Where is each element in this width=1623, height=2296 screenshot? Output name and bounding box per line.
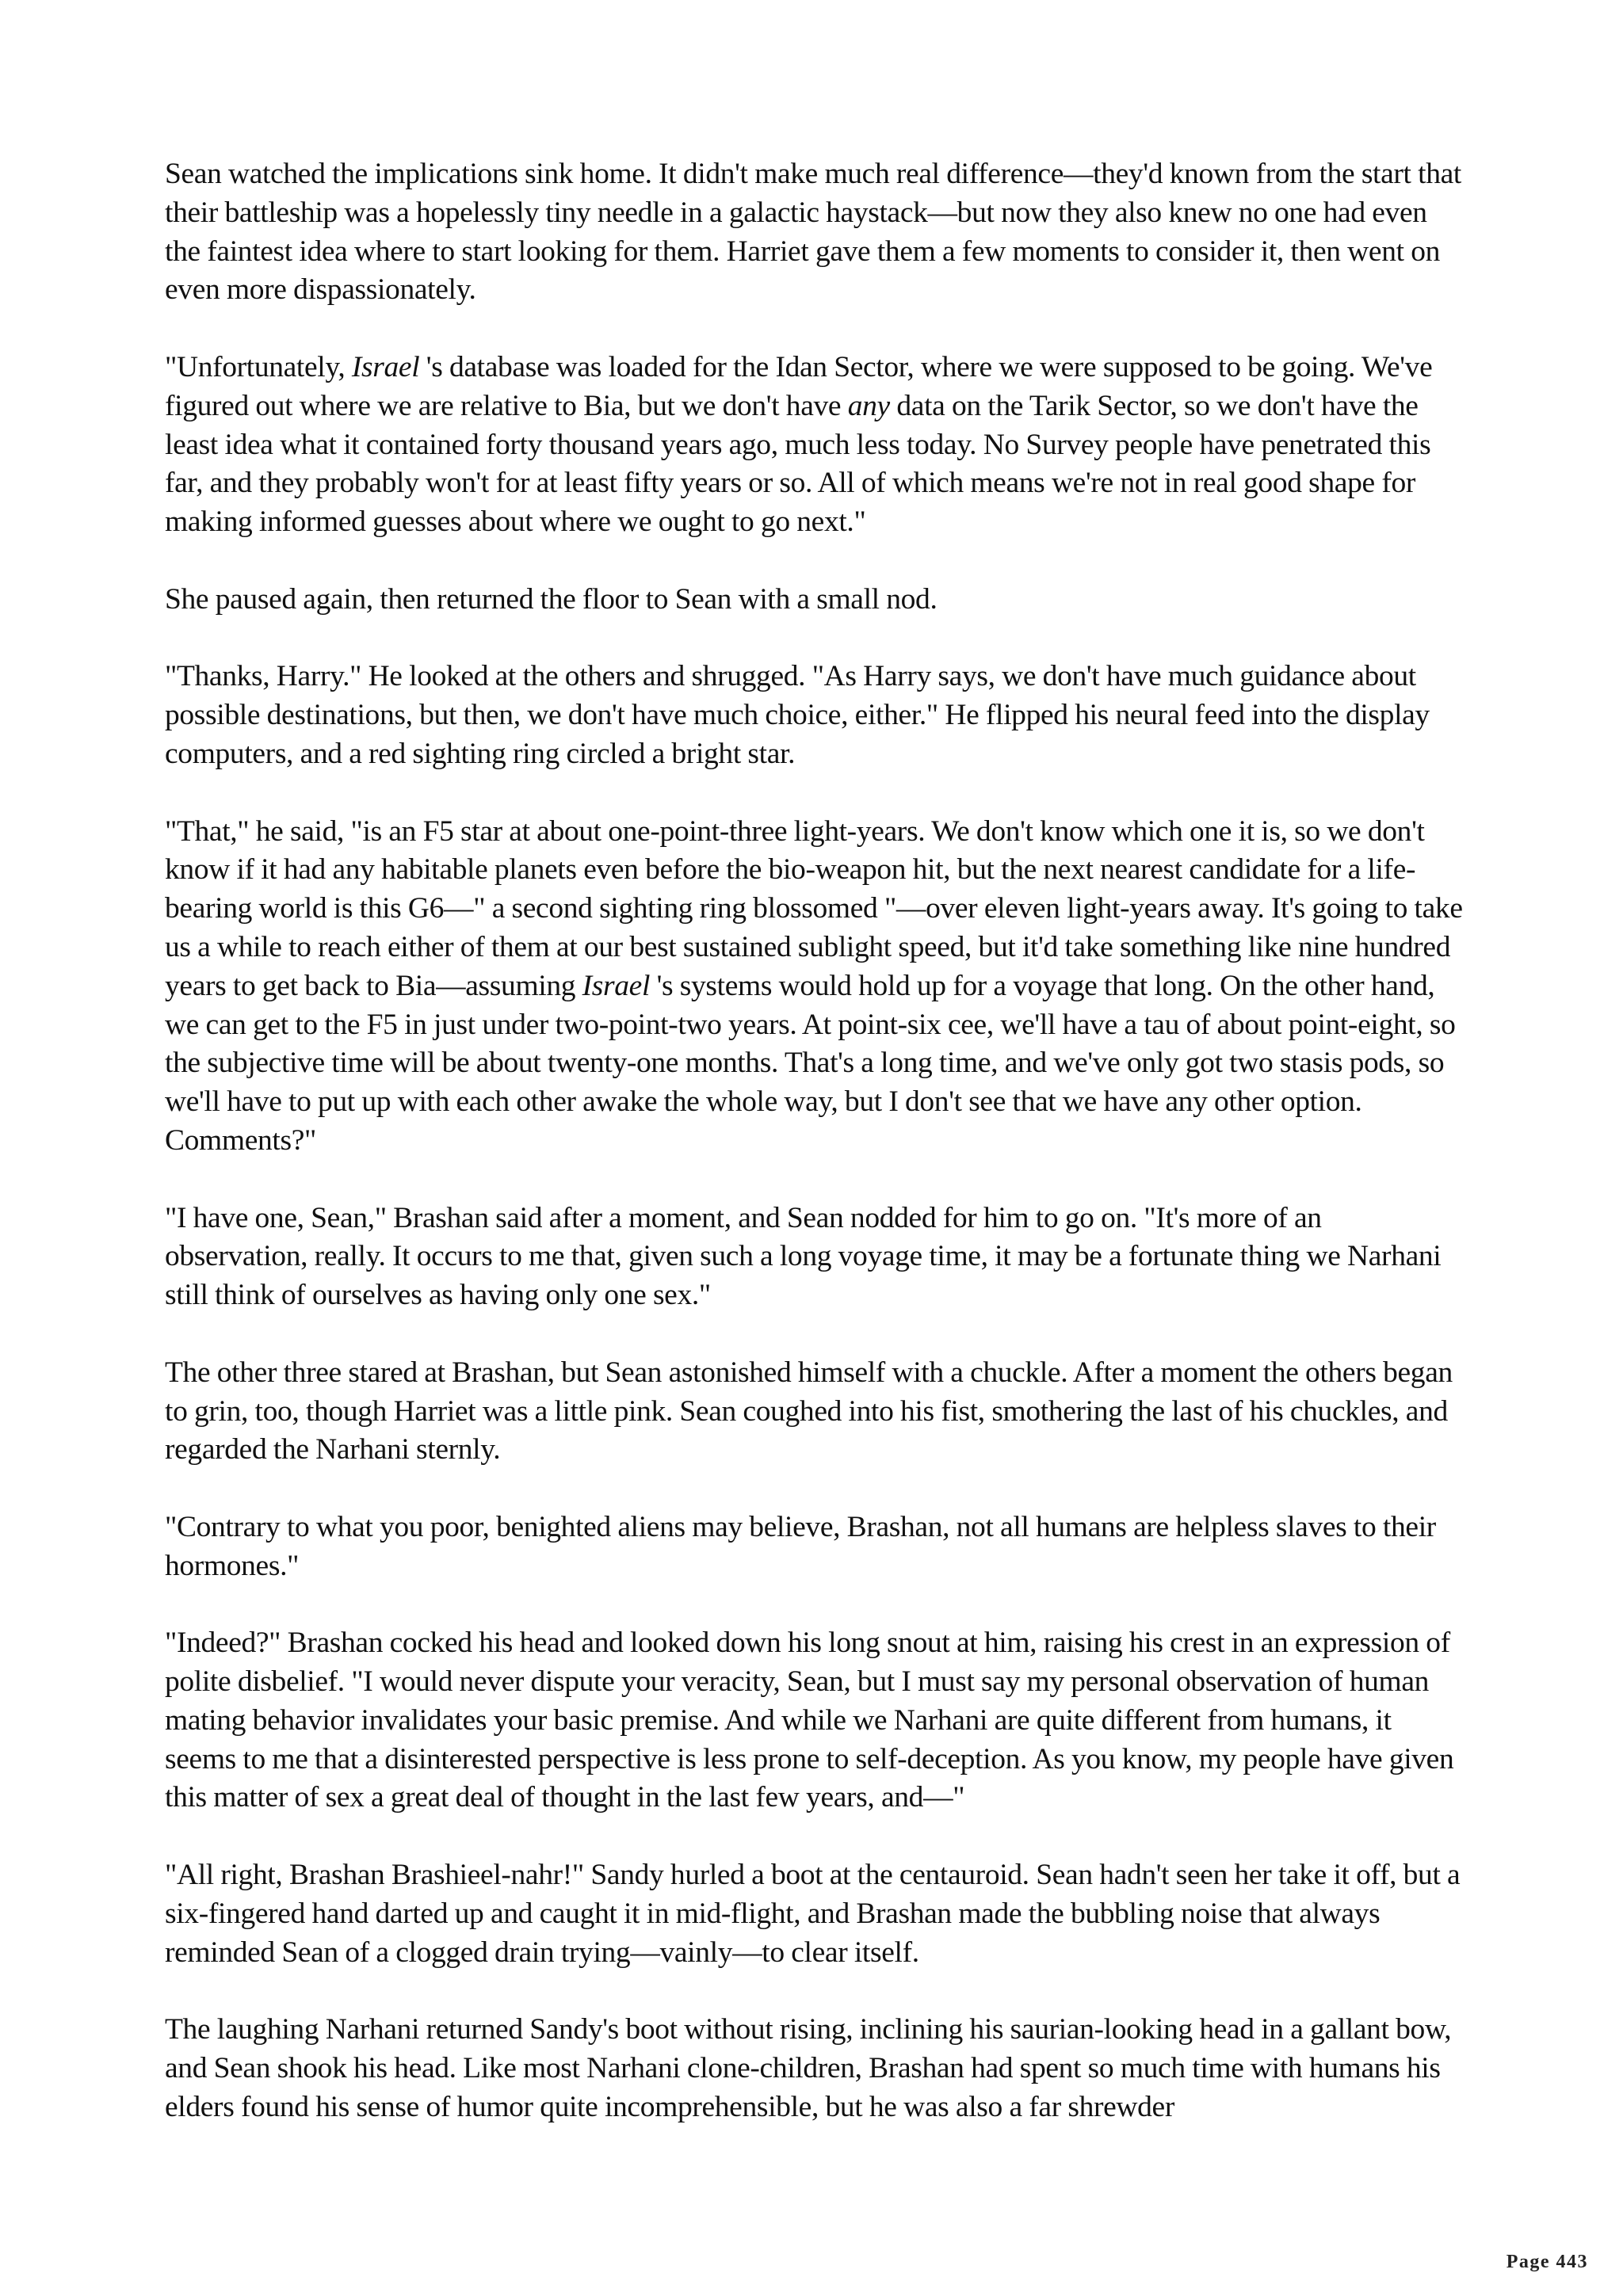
paragraph-text: Sean watched the implications sink home. It didn't make much real difference—they'd known from the start that their battleship was a hopelessly tiny needle in a galactic haystack—but now they also knew no one had even the faintest idea where to start looking for them. Harriet gave them a few moments to consider it, then went on even more dispassionately. — [165, 158, 1461, 307]
paragraph — [165, 349, 1465, 542]
paragraph-text: She paused again, then returned the floor to Sean with a small nod. — [165, 582, 938, 616]
paragraph-text: "I have one, Sean," Brashan said after a moment, and Sean nodded for him to go on. "It's more of an observation, really. It occurs to me that, given such a long voyage time, it may be a fortunate thing we Narhani still think of ourselves as having only one sex." — [165, 1201, 1442, 1312]
emphasis-italic: any — [847, 389, 890, 422]
paragraph — [165, 1199, 1465, 1315]
page-number: Page 443 — [1506, 2252, 1588, 2272]
ship-name-italic: Israel — [582, 969, 651, 1002]
paragraph-text: The laughing Narhani returned Sandy's boot without rising, inclining his saurian-looking head in a gallant bow, and Sean shook his head. Like most Narhani clone-children, Brashan had spent so much time with humans his elders found his sense of humor quite incomprehensible, but he was also a far shrewder — [165, 2013, 1452, 2123]
paragraph — [165, 1354, 1465, 1470]
ship-name-italic: Israel — [351, 350, 420, 383]
paragraph — [165, 1624, 1465, 1817]
paragraph-text: "Unfortunately, — [165, 350, 352, 383]
paragraph — [165, 2011, 1465, 2126]
paragraph-text: "That," he said, "is an F5 star at about one-point-three light-years. We don't know which one it is, so we don't know if it had any habitable planets even before the bio-weapon hit, but the next nearest candidate for a life-bearing world is this G6—" a second sighting ring blossomed "—over eleven light-years away. It's going to take us a while to reach either of them at our best sustained sublight speed, but it'd take something like nine hundred years to get back to Bia—assuming — [165, 814, 1463, 1002]
paragraph — [165, 155, 1465, 310]
paragraph-text: "Contrary to what you poor, benighted aliens may believe, Brashan, not all humans are helpless slaves to their hormones." — [165, 1510, 1436, 1582]
paragraph-text: "All right, Brashan Brashieel-nahr!" Sandy hurled a boot at the centauroid. Sean hadn't seen her take it off, but a six-fingered hand darted up and caught it in mid-flight, and Brashan made the bubbling noise that always reminded Sean of a clogged drain trying—vainly—to clear itself. — [165, 1859, 1461, 1969]
paragraph-text: data on the Tarik Sector, so we don't have the least idea what it contained forty thousand years ago, much less today. No Survey people have penetrated this far, and they probably won't for at least fifty years or so. All of which means we're not in real good shape for making informed guesses about where we ought to go next." — [165, 389, 1431, 539]
paragraph — [165, 658, 1465, 773]
page-body-text — [165, 155, 1465, 2127]
paragraph-text: 's database was loaded for the Idan Sector, where we were supposed to be going. We've figured out where we are relative to Bia, but we don't have — [165, 350, 1433, 422]
paragraph-text: "Thanks, Harry." He looked at the others and shrugged. "As Harry says, we don't have much guidance about possible destinations, but then, we don't have much choice, either." He flipped his neural feed into the display computers, and a red sighting ring circled a bright star. — [165, 660, 1430, 770]
paragraph — [165, 1856, 1465, 1972]
paragraph-text: 's systems would hold up for a voyage that long. On the other hand, we can get to the F5 in just under two-point-two years. At point-six cee, we'll have a tau of about point-eight, so the subjective time will be about twenty-one months. That's a long time, and we've only got two stasis pods, so we'll have to put up with each other awake the whole way, but I don't see that we have any other option. Comments?" — [165, 969, 1456, 1157]
paragraph-text: "Indeed?" Brashan cocked his head and looked down his long snout at him, raising his crest in an expression of polite disbelief. "I would never dispute your veracity, Sean, but I must say my personal observation of human mating behavior invalidates your basic premise. And while we Narhani are quite different from humans, it seems to me that a disinterested perspective is less prone to self-deception. As you know, my people have given this matter of sex a great deal of thought in the last few years, and—" — [165, 1627, 1454, 1814]
paragraph — [165, 1508, 1465, 1586]
paragraph — [165, 813, 1465, 1161]
paragraph-text: The other three stared at Brashan, but Sean astonished himself with a chuckle. After a moment the others began to grin, too, though Harriet was a little pink. Sean coughed into his fist, smothering the last of his chuckles, and regarded the Narhani sternly. — [165, 1356, 1453, 1466]
paragraph — [165, 581, 1465, 620]
